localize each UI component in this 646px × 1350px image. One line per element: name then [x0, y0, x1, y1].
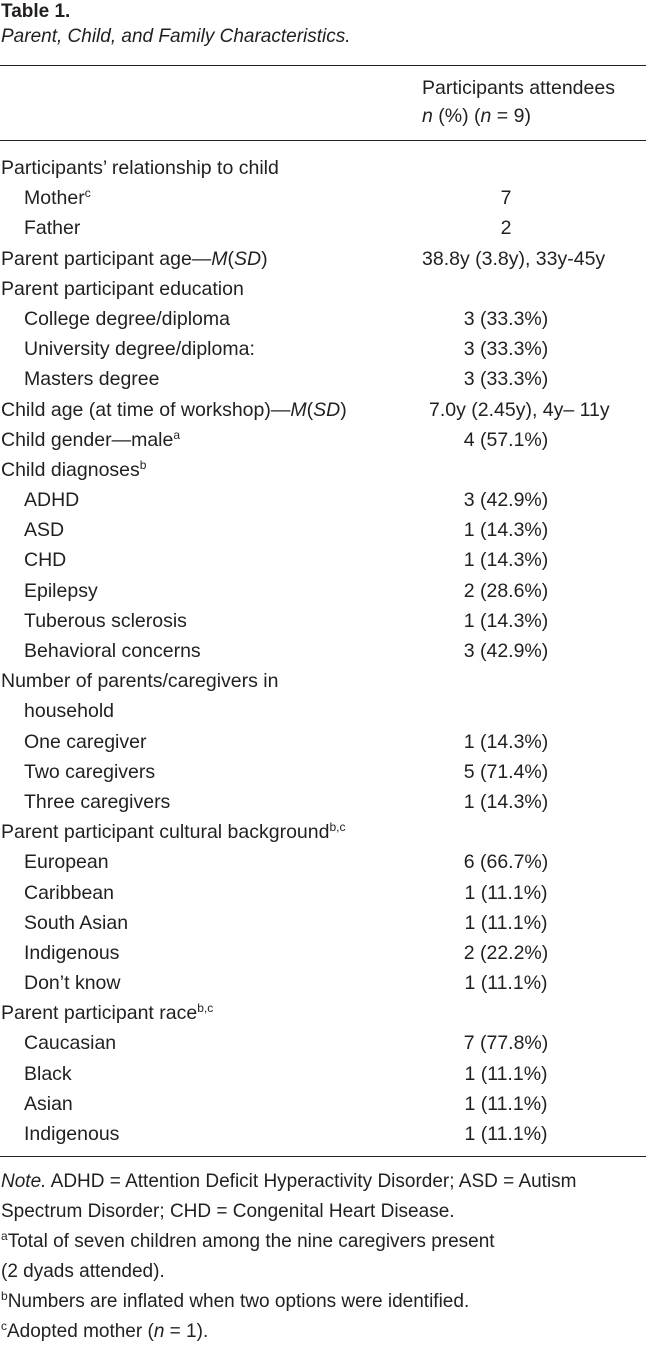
row-value: 1 (11.1%): [464, 881, 548, 904]
row-label: One caregiver: [24, 730, 147, 753]
table-row: [0, 938, 646, 968]
row-value: 1 (14.3%): [463, 790, 549, 813]
table-row: [0, 485, 646, 515]
row-label: Caucasian: [24, 1032, 117, 1055]
footnote-c: $^c$Adopted mother (n = 1).: [1, 1319, 209, 1343]
row-label: Tuberous sclerosis: [24, 609, 187, 632]
table-row: [0, 364, 646, 394]
row-value: 1 (14.3%): [463, 549, 549, 572]
row-value: 1 (11.1%): [464, 1123, 548, 1145]
row-label: Caribbean: [24, 881, 114, 904]
row-label: Indigenous: [24, 941, 120, 964]
row-value: 1 (14.3%): [463, 730, 549, 753]
table-row: [0, 153, 646, 183]
table-row: [0, 968, 646, 998]
row-value: 2: [500, 217, 512, 240]
table-row: [0, 545, 646, 575]
table-row: [0, 998, 646, 1028]
row-label: CHD: [24, 549, 67, 572]
note-abbreviations: Note. ADHD = Attention Deficit Hyperactivity Disorder; ASD = Autism: [1, 1171, 577, 1193]
note-abbreviations-cont: Spectrum Disorder; CHD = Congenital Heart Disease.: [1, 1201, 455, 1223]
table-row: [0, 455, 646, 485]
table-row: [0, 817, 646, 847]
row-label: Child gender—male$^a$: [1, 427, 181, 451]
row-value: 1 (11.1%): [464, 911, 548, 934]
table-row: [0, 576, 646, 606]
row-label: South Asian: [24, 911, 129, 934]
row-label: Epilepsy: [24, 579, 98, 602]
table-notes: [0, 1157, 646, 1347]
table-row: [0, 1028, 646, 1058]
table-header: [0, 66, 646, 140]
row-label: Parent participant education: [1, 277, 244, 300]
table-row: [0, 1059, 646, 1089]
row-label: ASD: [24, 519, 65, 542]
row-value: 3 (33.3%): [463, 368, 549, 391]
row-value: 7.0y (2.45y), 4y– 11y: [429, 398, 610, 421]
row-label: Behavioral concerns: [24, 640, 201, 662]
table-label: Table 1.: [1, 1, 71, 22]
row-label: Three caregivers: [24, 790, 171, 813]
row-value: 7 (77.8%): [463, 1032, 549, 1055]
table-row: [0, 274, 646, 304]
table-row: [0, 757, 646, 787]
row-label: household: [24, 700, 114, 723]
row-value: 3 (33.3%): [463, 307, 549, 330]
row-value: 2 (22.2%): [463, 941, 549, 964]
row-value: 1 (11.1%): [464, 972, 548, 995]
row-label: Child age (at time of workshop)—M(SD): [1, 398, 347, 421]
table-row: [0, 787, 646, 817]
row-label: Don’t know: [24, 972, 121, 995]
column-header-line1: Participants attendees: [422, 77, 615, 99]
row-label: Black: [24, 1062, 72, 1085]
row-value: 3 (42.9%): [463, 489, 549, 512]
footnote-a-cont: (2 dyads attended).: [1, 1261, 165, 1283]
row-value: 1 (14.3%): [463, 519, 549, 542]
footnote-b: $^b$Numbers are inflated when two options were identified.: [1, 1289, 470, 1313]
row-value: 3 (33.3%): [463, 338, 549, 361]
row-label: European: [24, 851, 109, 874]
row-label: Masters degree: [24, 368, 160, 391]
row-label: Parent participant race$^{b,c}$: [1, 1001, 214, 1025]
table-row: [0, 425, 646, 455]
table-row: [0, 847, 646, 877]
table-row: [0, 878, 646, 908]
row-label: Asian: [24, 1092, 73, 1115]
row-value: 38.8y (3.8y), 33y-45y: [422, 247, 606, 270]
row-value: 3 (42.9%): [463, 640, 549, 662]
row-value: 4 (57.1%): [463, 428, 549, 451]
table-row: [0, 1089, 646, 1119]
row-label: Child diagnoses$^b$: [1, 457, 147, 481]
table-row: [0, 213, 646, 243]
table-row: [0, 334, 646, 364]
table-row: [0, 666, 646, 696]
table-row: [0, 908, 646, 938]
table-row: [0, 395, 646, 425]
row-label: Parent participant cultural background$^{b,c}$: [1, 820, 346, 844]
row-label: Parent participant age—M(SD): [1, 247, 268, 270]
table-caption: Parent, Child, and Family Characteristics.: [1, 26, 351, 47]
row-label: Participants’ relationship to child: [1, 157, 279, 179]
table-row: [0, 636, 646, 666]
row-label: College degree/diploma: [24, 307, 230, 330]
row-value: 1 (14.3%): [463, 609, 549, 632]
row-value: 1 (11.1%): [464, 1092, 548, 1115]
column-header-line2: n (%) (n = 9): [422, 105, 531, 127]
row-label: Father: [24, 217, 81, 240]
table-row: [0, 606, 646, 636]
table-row: [0, 183, 646, 213]
table-row: [0, 515, 646, 545]
table-row: [0, 727, 646, 757]
row-value: 5 (71.4%): [463, 760, 549, 783]
row-label: ADHD: [24, 489, 80, 512]
table-row: [0, 244, 646, 274]
row-label: University degree/diploma:: [24, 338, 255, 361]
table-row: [0, 304, 646, 334]
row-value: 6 (66.7%): [463, 851, 549, 874]
row-label: Two caregivers: [24, 760, 156, 783]
row-label: Indigenous: [24, 1123, 120, 1145]
row-label: Mother$^c$: [24, 186, 91, 210]
footnote-a: $^a$Total of seven children among the nine caregivers present: [1, 1229, 495, 1253]
row-value: 7: [500, 187, 512, 210]
table-row: [0, 696, 646, 726]
row-label: Number of parents/caregivers in: [1, 670, 279, 693]
table-row: [0, 1119, 646, 1149]
table-body: [0, 141, 646, 1156]
row-value: 1 (11.1%): [464, 1062, 548, 1085]
row-value: 2 (28.6%): [463, 579, 549, 602]
